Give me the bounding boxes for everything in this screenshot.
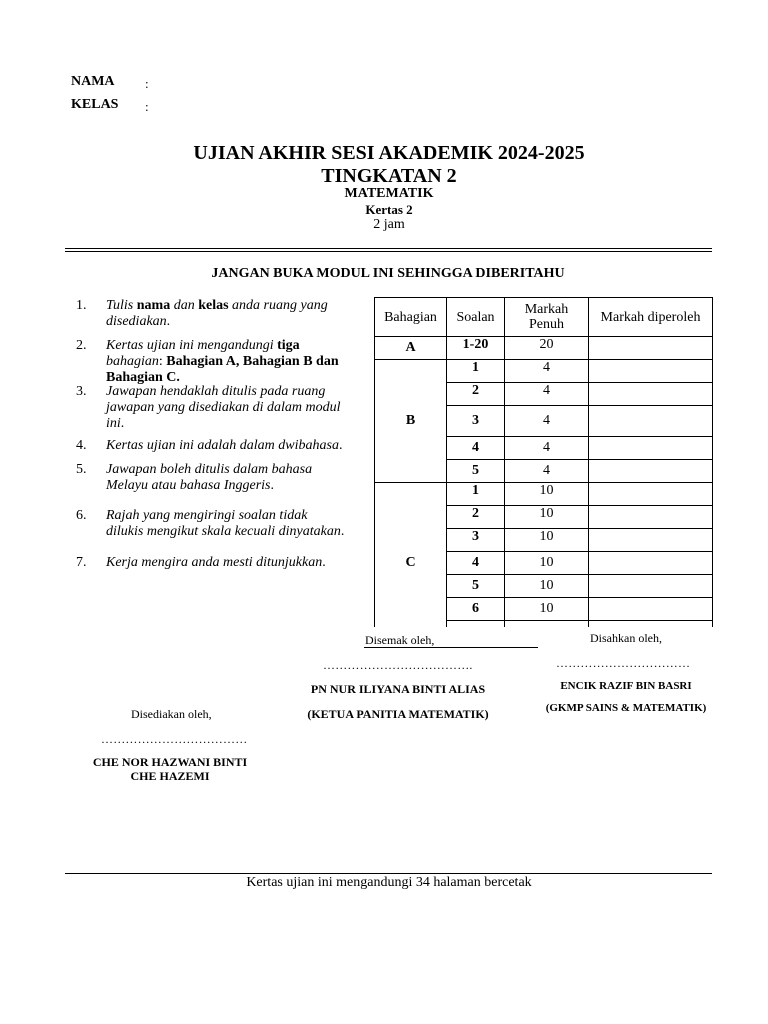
section-b-diperoleh [589,360,713,383]
prepared-by-signature-line: ……………………………… [101,732,248,746]
prepared-by-label: Disediakan oleh, [131,707,212,721]
checked-by-label: Disemak oleh, [365,633,435,647]
instruction-text-part: Tulis [106,298,137,313]
section-c-diperoleh [589,575,713,598]
instruction-number: 1. [76,298,87,313]
table-row [375,483,713,506]
section-b-soalan: 2 [447,383,505,406]
checked-by-role: (KETUA PANITIA MATEMATIK) [307,707,489,721]
section-c-markah: 10 [505,575,589,598]
section-c-markah: 10 [505,598,589,621]
kelas-label: KELAS [71,97,119,112]
footer-rule [65,873,712,874]
instruction-text-part: kelas [198,298,229,313]
instruction-number: 2. [76,338,87,353]
duration: 2 jam [373,217,405,232]
instruction-text-part: Jawapan boleh ditulis dalam bahasa Melayu atau bahasa Inggeris [106,462,313,493]
page-count-footer: Kertas ujian ini mengandungi 34 halaman bercetak [246,875,532,890]
section-b-markah: 4 [505,360,589,383]
instruction-text-part: bahagian [106,354,159,369]
section-c-diperoleh [589,598,713,621]
instruction-number: 6. [76,508,87,523]
marks-table [374,297,713,627]
instruction-text-part: dan [170,298,199,313]
instruction-text-part: . [340,524,345,539]
instruction-text-part: Kertas ujian ini adalah dalam dwibahasa [106,438,339,453]
instruction-number: 3. [76,384,87,399]
kelas-colon: : [145,99,149,114]
paper-title: Kertas 2 [365,202,413,217]
instruction-number: 5. [76,462,87,477]
section-b-diperoleh [589,460,713,483]
header-markah-diperoleh: Markah diperoleh [589,298,713,337]
instruction-text-part: nama [136,298,171,313]
section-b-diperoleh [589,437,713,460]
warning-text: JANGAN BUKA MODUL INI SEHINGGA DIBERITAHU [211,266,565,281]
section-c-soalan: 2 [447,506,505,529]
checked-by-name: PN NUR ILIYANA BINTI ALIAS [310,682,486,696]
approved-by-name: ENCIK RAZIF BIN BASRI [560,680,692,692]
section-c-diperoleh [589,506,713,529]
header-bahagian: Bahagian [375,298,447,337]
approved-by-signature-line: …………………………… [556,656,691,670]
instruction-text-part: Jawapan hendaklah ditulis pada ruang jawapan yang disediakan di dalam modul ini [106,384,341,431]
checked-by-signature-line: ………………………………. [323,658,473,672]
section-c-soalan: 4 [447,552,505,575]
section-a-soalan: 1-20 [447,337,505,360]
instruction-number: 7. [76,555,87,570]
instruction-text-part: Rajah yang mengiringi soalan tidak dilukis mengikut skala kecuali dinyatakan [106,508,341,539]
section-b-soalan: 3 [447,406,505,437]
table-cell [589,621,713,628]
section-c-markah: 10 [505,529,589,552]
instruction-text-part: Bahagian A, Bahagian B dan Bahagian C. [106,354,339,385]
section-b-soalan: 4 [447,437,505,460]
section-c-diperoleh [589,529,713,552]
instruction-text-part: Kertas ujian ini mengandungi [106,338,278,353]
prepared-by-name-line1: CHE NOR HAZWANI BINTI [92,755,248,769]
instruction-text-part: . [338,438,343,453]
section-b-soalan: 1 [447,360,505,383]
instruction-text-part: tiga [277,338,300,353]
checked-by-box [364,627,538,648]
prepared-by-name-line2: CHE HAZEMI [130,769,210,783]
table-header-row [375,298,713,337]
section-a-markah: 20 [505,337,589,360]
form-title: TINGKATAN 2 [321,165,457,187]
section-c-markah: 10 [505,552,589,575]
section-a-diperoleh [589,337,713,360]
nama-label: NAMA [71,74,115,89]
instruction-text-part: . [166,314,171,329]
section-a-label: A [375,337,447,360]
section-b-markah: 4 [505,437,589,460]
approved-by-label: Disahkan oleh, [590,631,662,645]
header-soalan: Soalan [447,298,505,337]
header-markah-penuh: Markah Penuh [505,298,589,337]
section-b-diperoleh [589,383,713,406]
approved-by-role: (GKMP SAINS & MATEMATIK) [545,702,707,714]
section-c-diperoleh [589,552,713,575]
section-c-diperoleh [589,483,713,506]
section-b-markah: 4 [505,406,589,437]
instruction-text-part: anda ruang yang disediakan [106,298,328,329]
section-c-markah: 10 [505,506,589,529]
instruction-text-part: . [120,416,125,431]
section-b-markah: 4 [505,383,589,406]
instruction-text-part: : [158,354,167,369]
nama-colon: : [145,76,149,91]
section-b-soalan: 5 [447,460,505,483]
section-b-markah: 4 [505,460,589,483]
section-c-soalan: 5 [447,575,505,598]
section-b-diperoleh [589,406,713,437]
section-c-markah: 10 [505,483,589,506]
table-row [375,360,713,383]
table-row [375,337,713,360]
exam-title: UJIAN AKHIR SESI AKADEMIK 2024-2025 [193,142,585,164]
section-c-soalan: 6 [447,598,505,621]
instruction-text-part: . [322,555,326,570]
instruction-text-part: . [270,478,274,493]
instruction-number: 4. [76,438,87,453]
subject-title: MATEMATIK [344,186,434,201]
section-c-label: C [375,483,447,628]
section-b-label: B [375,360,447,483]
instruction-text-part: Kerja mengira anda mesti ditunjukkan [106,555,323,570]
section-c-soalan: 3 [447,529,505,552]
section-c-soalan: 1 [447,483,505,506]
